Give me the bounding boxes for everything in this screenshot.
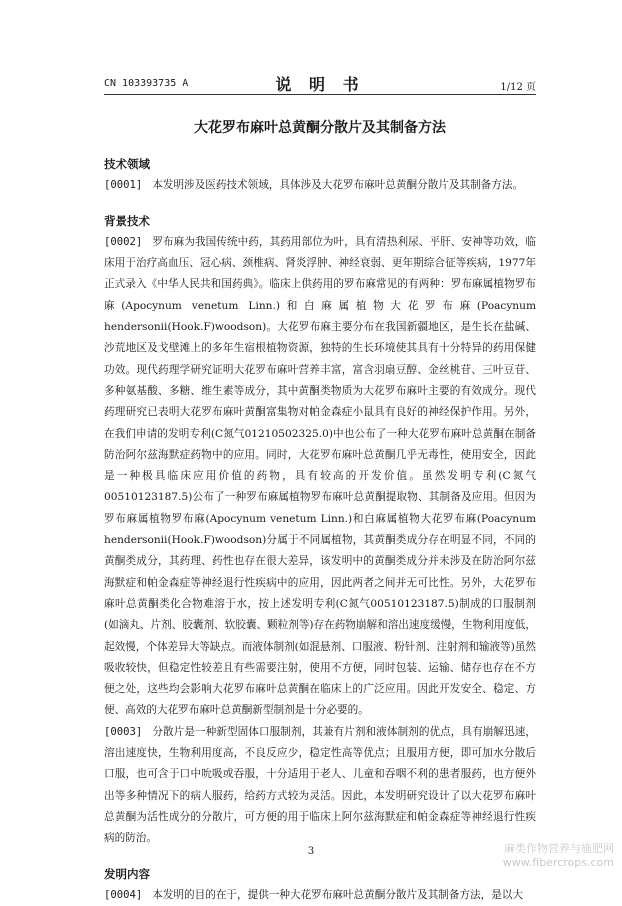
paragraph-0003 — [104, 722, 536, 850]
document-body — [104, 150, 536, 906]
section-heading-technical-field: 技术领域 — [104, 157, 150, 171]
paragraph-0004 — [104, 885, 536, 906]
paragraph-number: [0002] — [104, 235, 143, 248]
paragraph-0001 — [104, 175, 536, 196]
watermark — [503, 842, 614, 870]
paragraph-number: [0003] — [104, 725, 143, 738]
paragraph-text: 罗布麻为我国传统中药，其药用部位为叶，具有清热利尿、平肝、安神等功效，临床用于治疗高血压、冠心病、颈椎病、肾炎浮肿、神经衰弱、更年期综合征等疾病，1977年正式录入《中华人民共和国药典》。临床上供药用的罗布麻常见的有两种：罗布麻属植物罗布麻(Apocynum venetum Linn.)和白麻属植物大花罗布麻(Poacynum hendersonii(Hook.F)woodson)。大花罗布麻主要分布在我国新疆地区，是生长在盐碱、沙荒地区及戈壁滩上的多年生宿根植物资源，独特的生长环境使其具有十分特异的药用保健功效。现代药理学研究证明大花罗布麻叶营养丰富，富含羽扇豆醇、金丝桃苷、三叶豆苷、多种氨基酸、多糖、维生素等成分，其中黄酮类物质为大花罗布麻叶主要的有效成分。现代药理研究已表明大花罗布麻叶黄酮富集物对帕金森症小鼠具有良好的神经保护作用。另外，在我们申请的发明专利(C氮气01210502325.0)中也公布了一种大花罗布麻叶总黄酮在制备防治阿尔兹海默症药物中的应用。同时，大花罗布麻叶总黄酮几乎无毒性，使用安全，因此是一种极具临床应用价值的药物，具有较高的开发价值。虽然发明专利(C氮气00510123187.5)公布了一种罗布麻属植物罗布麻叶总黄酮提取物、其制备及应用。但因为罗布麻属植物罗布麻(Apocynum venetum Linn.)和白麻属植物大花罗布麻(Poacynum hendersonii(Hook.F)woodson)分属于不同属植物，其黄酮类成分存在明显不同，不同的黄酮类成分，其药理、药性也存在很大差异，该发明中的黄酮类成分并未涉及在防治阿尔兹海默症和帕金森症等神经退行性疾病中的应用，因此两者之间并无可比性。另外，大花罗布麻叶总黄酮类化合物难溶于水，按上述发明专利(C氮气00510123187.5)制成的口服制剂(如滴丸、片剂、胶囊剂、软胶囊、颗粒剂等)存在药物崩解和溶出速度缓慢，生物利用度低，起效慢，个体差异大等缺点。而液体制剂(如混悬剂、口服液、粉针剂、注射剂和输液等)虽然吸收较快，但稳定性较差且有些需要注射，使用不方便，同时包装、运输、储存也存在不方便之处，这些均会影响大花罗布麻叶总黄酮在临床上的广泛应用。因此开发安全、稳定、方便、高效的大花罗布麻叶总黄酮新型制剂是十分必要的。 — [104, 235, 537, 717]
section-heading-summary: 发明内容 — [104, 866, 150, 881]
paragraph-text: 本发明的目的在于，提供一种大花罗布麻叶总黄酮分散片及其制备方法，是以大 — [152, 888, 524, 901]
watermark-url: www.fibercrops.com — [502, 856, 614, 869]
paragraph-text: 分散片是一种新型固体口服制剂，其兼有片剂和液体制剂的优点，具有崩解迅速，溶出速度快，生物利用度高，不良反应少，稳定性高等优点；且服用方便，即可加水分散后口服，也可含于口中吮吸或吞服，十分适用于老人、儿童和吞咽不利的患者服药，也方便外出等多种情况下的病人服药，给药方式较为灵活。因此，本发明研究设计了以大花罗布麻叶总黄酮为活性成分的分散片，可方便的用于临床上阿尔兹海默症和帕金森症等神经退行性疾病的防治。 — [104, 725, 536, 845]
paragraph-text: 本发明涉及医药技术领域，具体涉及大花罗布麻叶总黄酮分散片及其制备方法。 — [152, 179, 524, 192]
paragraph-number: [0001] — [104, 179, 143, 192]
paragraph-0002 — [104, 232, 536, 722]
section-heading-background: 背景技术 — [104, 213, 150, 228]
document-type-title: 说 明 书 — [275, 75, 365, 94]
page-number: 3 — [307, 846, 315, 857]
invention-title: 大花罗布麻叶总黄酮分散片及其制备方法 — [194, 120, 446, 136]
page-indicator: 1/12 页 — [500, 82, 536, 93]
watermark-site-name: 麻类作物营养与施肥网 — [504, 842, 614, 855]
page-header — [104, 68, 536, 95]
paragraph-number: [0004] — [104, 888, 143, 901]
patent-number: CN 103393735 A — [104, 78, 189, 89]
